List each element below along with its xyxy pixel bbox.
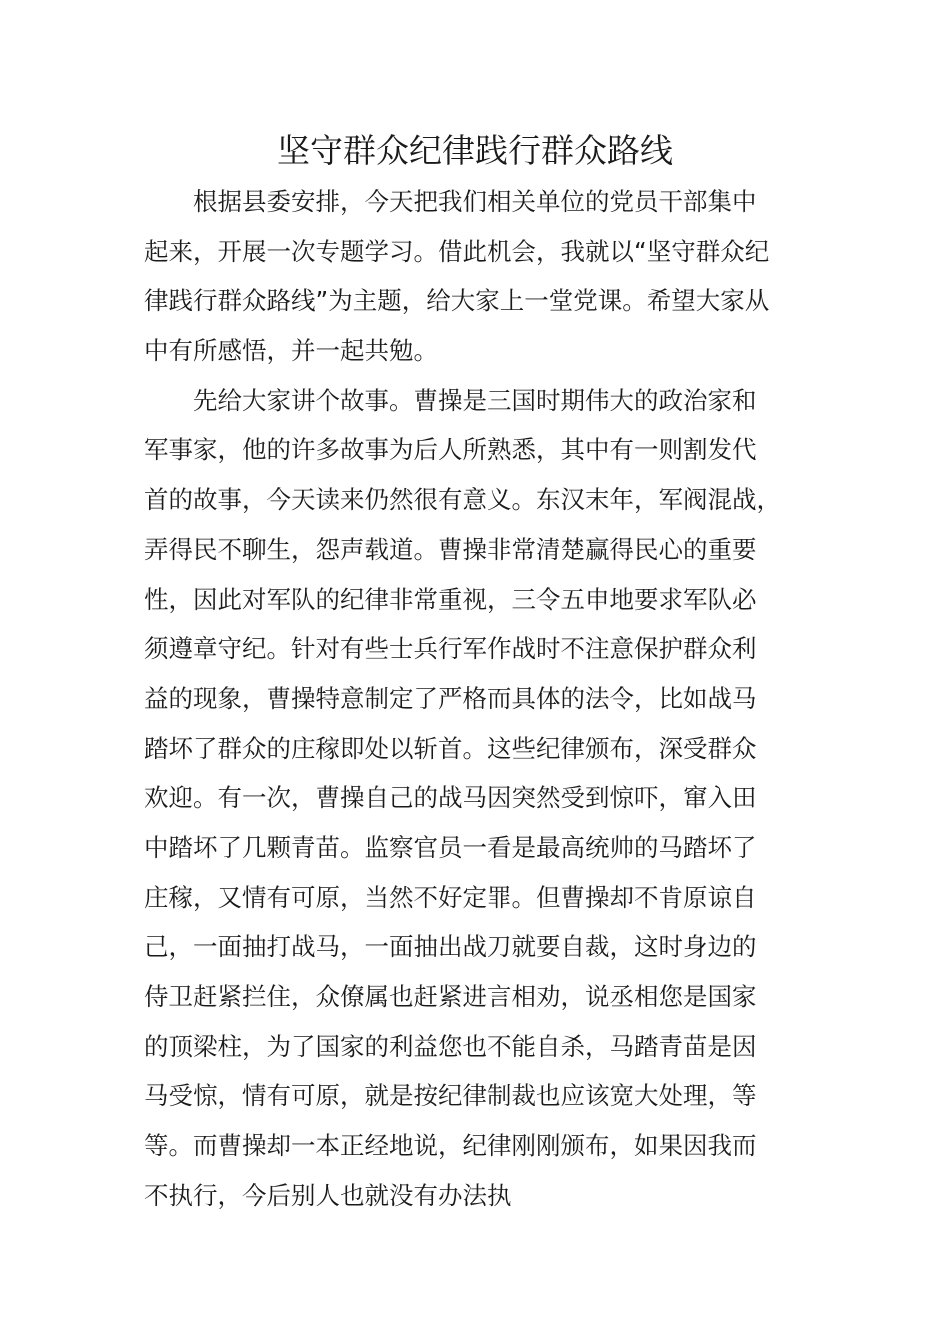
paragraph-2-line-11: 庄稼，又情有可原，当然不好定罪。但曹操却不肯原谅自 [144, 882, 757, 912]
paragraph-2-line-5: 性，因此对军队的纪律非常重视，三令五申地要求军队必 [144, 584, 757, 614]
paragraph-2-line-17: 不执行，今后别人也就没有办法执 [144, 1180, 512, 1210]
paragraph-2-line-2: 军事家，他的许多故事为后人所熟悉，其中有一则割发代 [144, 435, 757, 465]
paragraph-2-line-7: 益的现象，曹操特意制定了严格而具体的法令，比如战马 [144, 683, 757, 713]
paragraph-2-line-14: 的顶梁柱，为了国家的利益您也不能自杀，马踏青苗是因 [144, 1031, 757, 1061]
paragraph-1-line-3: 律践行群众路线”为主题，给大家上一堂党课。希望大家从 [144, 286, 770, 316]
paragraph-1-line-4: 中有所感悟，并一起共勉。 [144, 336, 438, 366]
paragraph-1-line-2: 起来，开展一次专题学习。借此机会，我就以“坚守群众纪 [144, 236, 770, 266]
paragraph-2-line-12: 己，一面抽打战马，一面抽出战刀就要自裁，这时身边的 [144, 932, 757, 962]
paragraph-2-line-4: 弄得民不聊生，怨声载道。曹操非常清楚赢得民心的重要 [144, 534, 757, 564]
document-title: 坚守群众纪律践行群众路线 [277, 131, 673, 170]
paragraph-2-line-15: 马受惊，情有可原，就是按纪律制裁也应该宽大处理，等 [144, 1081, 757, 1111]
paragraph-2-line-13: 侍卫赶紧拦住，众僚属也赶紧进言相劝，说丞相您是国家 [144, 982, 757, 1011]
paragraph-2-line-9: 欢迎。有一次，曹操自己的战马因突然受到惊吓，窜入田 [144, 783, 757, 813]
paragraph-2-line-10: 中踏坏了几颗青苗。监察官员一看是最高统帅的马踏坏了 [144, 832, 757, 862]
paragraph-2-line-1: 先给大家讲个故事。曹操是三国时期伟大的政治家和 [193, 385, 757, 415]
paragraph-1-line-1: 根据县委安排，今天把我们相关单位的党员干部集中 [193, 187, 757, 216]
paragraph-2-line-3: 首的故事，今天读来仍然很有意义。东汉末年，军阀混战， [144, 485, 781, 515]
paragraph-2-line-16: 等。而曹操却一本正经地说，纪律刚刚颁布，如果因我而 [144, 1131, 757, 1161]
paragraph-2-line-6: 须遵章守纪。针对有些士兵行军作战时不注意保护群众利 [144, 634, 757, 664]
paragraph-2-line-8: 踏坏了群众的庄稼即处以斩首。这些纪律颁布，深受群众 [144, 733, 757, 763]
document-body [144, 177, 806, 1220]
